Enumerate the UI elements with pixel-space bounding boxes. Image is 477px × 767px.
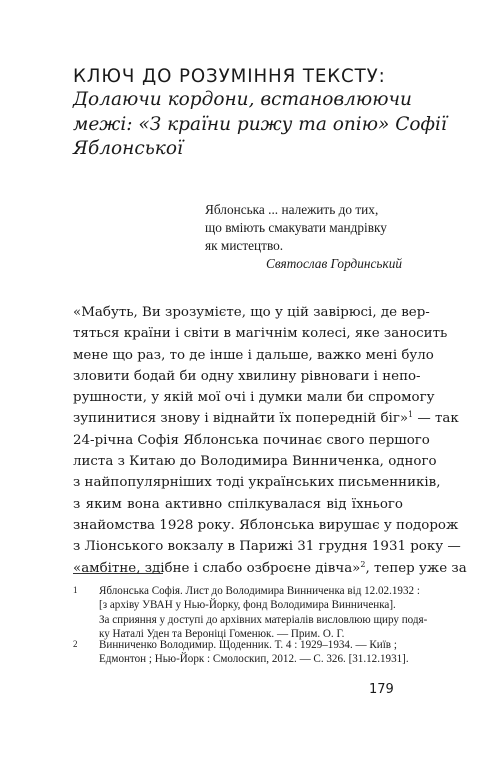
epigraph-author: Святослав Гординський (266, 256, 402, 271)
section-subtitle (73, 88, 447, 162)
body-line-tail: — так (413, 411, 459, 427)
footnote-line: Едмонтон ; Нью-Йорк : Смолоскип, 2012. — С. 326. [31.12.1931]. (99, 653, 409, 666)
subtitle-line: межі: «З країни рижу та опію» Софії (73, 113, 447, 135)
body-line: «Мабуть, Ви зрозумієте, що у цій завірюсі, де вер- (73, 305, 430, 320)
epigraph-line: як мистецтво. (205, 238, 284, 253)
body-line-tail: , тепер уже за (365, 560, 467, 576)
epigraph (205, 201, 415, 273)
footnote-line: Винниченко Володимир. Щоденник. Т. 4 : 1929–1934. — Київ ; (99, 639, 397, 651)
footnote-line: За сприяння у доступі до архівних матеріалів висловлюю щиру подя- (99, 613, 428, 626)
body-line (73, 558, 467, 579)
body-line: листа з Китаю до Володимира Винниченка, одного (73, 454, 437, 470)
footnote-number: 1 (73, 585, 78, 595)
body-line: зловити бодай би одну хвилину рівноваги і непо- (73, 368, 421, 384)
subtitle-line: Яблонської (73, 138, 183, 159)
footnote-divider (73, 573, 163, 574)
body-line: знайомства 1928 року. Яблонська вирушає у подорож (73, 517, 459, 533)
body-line: рушности, у якій мої очі і думки мали би спромогу (73, 390, 435, 406)
footnote-line: ку Наталі Уден та Вероніці Гоменюк. — Прим. О. Г. (99, 627, 345, 640)
footnote-ref-1[interactable]: 1 (408, 410, 414, 420)
epigraph-line: Яблонська ... належить до тих, (205, 202, 379, 217)
body-line: тяться країни і світи в магічнім колесі, яке заносить (73, 326, 448, 342)
subtitle-line: Долаючи кордони, встановлюючи (73, 89, 412, 110)
body-line (73, 408, 459, 429)
body-text (73, 302, 467, 579)
footnote-number: 2 (73, 639, 78, 649)
body-line-text: зупинитися знову і віднайти їх попередній біг» (73, 411, 409, 427)
footnote-1 (73, 584, 428, 641)
epigraph-line: що вміють смакувати мандрівку (205, 220, 387, 235)
footnote-ref-2[interactable]: 2 (360, 559, 366, 569)
body-line-text: «амбітне, здібне і слабо озброєне дівча» (73, 560, 361, 576)
footnote-line: Яблонська Софія. Лист до Володимира Винниченка від 12.02.1932 : (99, 585, 420, 597)
body-line: з яким вона активно спілкувалася від їхнього (73, 496, 403, 512)
footnote-2 (73, 638, 413, 667)
body-line: з найпопулярніших тоді українських письменників, (73, 475, 441, 491)
body-line: з Ліонського вокзалу в Парижі 31 грудня 1931 року — (73, 539, 461, 555)
section-heading: КЛЮЧ ДО РОЗУМІННЯ ТЕКСТУ: (73, 66, 386, 87)
body-line: 24-річна Софія Яблонська починає свого першого (73, 432, 430, 448)
page-number: 179 (369, 682, 394, 697)
footnote-line: [з архіву УВАН у Нью-Йорку, фонд Володимира Винниченка]. (99, 599, 396, 612)
body-line: мене що раз, то де інше і дальше, важко мені було (73, 347, 434, 363)
